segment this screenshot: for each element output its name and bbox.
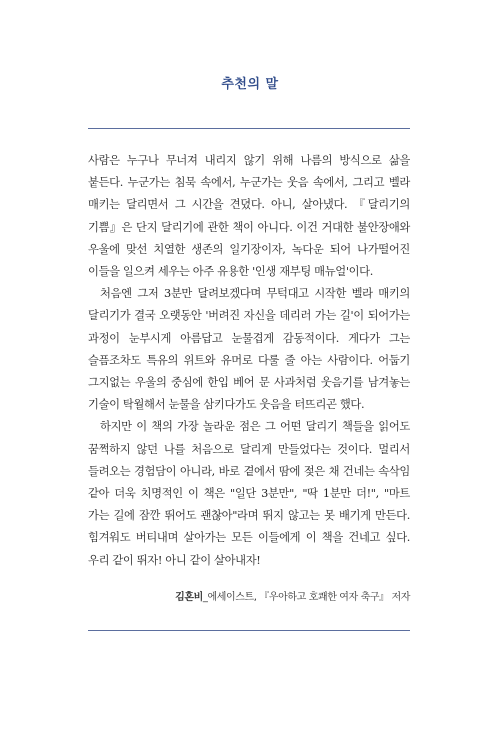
- recommendation-body: [88, 150, 410, 572]
- author-name: 김혼비: [175, 592, 203, 603]
- bottom-divider: [88, 630, 410, 631]
- paragraph-2: 처음엔 그저 3분만 달려보겠다며 무턱대고 시작한 벨라 매키의 달리기가 결국 오랫동안 '버려진 자신을 데리러 가는 길'이 되어가는 과정이 눈부시게 아름답고 눈물겹게 감동적이다. 게다가 그는 슬픔조차도 특유의 위트와 유머로 다룰 줄 아는 사람이다. 어둡기 그지없는 우울의 중심에 한입 베어 문 사과처럼 웃음기를 남겨놓는 기술이 탁월해서 눈물을 삼키다가도 웃음을 터뜨리곤 했다.: [88, 287, 410, 412]
- paragraph-3: 하지만 이 책의 가장 놀라운 점은 그 어떤 달리기 책들을 읽어도 꿈쩍하지 않던 나를 처음으로 달리게 만들었다는 것이다. 멀리서 들려오는 경험담이 아니라, 바로 곁에서 땀에 젖은 채 건네는 속삭임 같아 더욱 치명적인 이 책은 "일단 3분만", "딱 1분만 더!", "마트 가는 길에 잠깐 뛰어도 괜찮아"라며 뛰지 않고는 못 배기게 만든다. 힘겨워도 버티내며 살아가는 모든 이들에게 이 책을 건네고 싶다. 우리 같이 뛰자! 아니 같이 살아내자!: [88, 420, 410, 567]
- top-divider: [88, 128, 410, 129]
- paragraph-1: 사람은 누구나 무너져 내리지 않기 위해 나름의 방식으로 삶을 붙든다. 누군가는 침묵 속에서, 누군가는 웃음 속에서, 그리고 벨라 매키는 달리면서 그 시간을 견뎠다. 아니, 살아냈다. 『달리기의 기쁨』은 단지 달리기에 관한 책이 아니다. 이건 거대한 불안장애와 우울에 맞선 치열한 생존의 일기장이자, 녹다운 되어 나가떨어진 이들을 일으켜 세우는 아주 유용한 '인생 재부팅 매뉴얼'이다.: [88, 154, 410, 279]
- page-heading: 추천의 말: [221, 77, 279, 92]
- author-description: _에세이스트, 『우아하고 호쾌한 여자 축구』 저자: [202, 592, 410, 603]
- author-credit: [175, 588, 410, 603]
